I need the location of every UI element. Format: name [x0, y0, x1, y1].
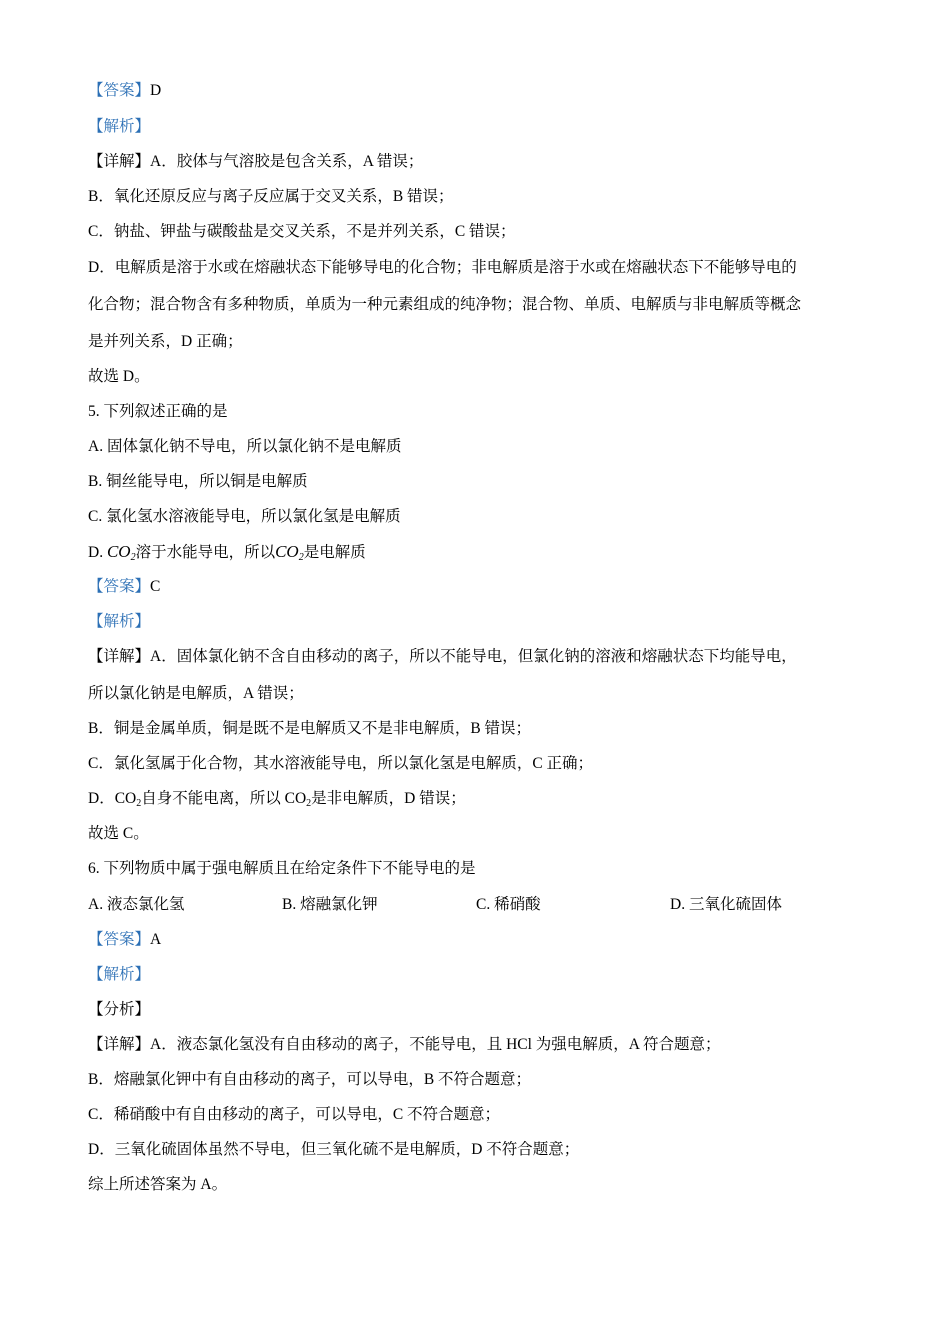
analysis-tag: 【解析】: [88, 613, 151, 630]
q6-detail-b: B．熔融氯化钾中有自由移动的离子，可以导电，B 不符合题意；: [88, 1071, 532, 1088]
q5-detail-a-1: 【详解】A．固体氯化钠不含自由移动的离子，所以不能导电，但氯化钠的溶液和熔融状态下均能导电，: [88, 648, 797, 665]
co2-formula: $CO_2$: [275, 542, 304, 563]
q5-detail-c: C．氯化氢属于化合物，其水溶液能导电，所以氯化氢是电解质，C 正确；: [88, 755, 594, 772]
q6-detail-c: C．稀硝酸中有自由移动的离子，可以导电，C 不符合题意；: [88, 1106, 501, 1123]
answer-value: D: [150, 82, 162, 99]
answer-value: C: [150, 578, 161, 595]
q6-detail-d: D．三氧化硫固体虽然不导电，但三氧化硫不是电解质，D 不符合题意；: [88, 1141, 580, 1158]
analysis-tag: 【解析】: [88, 118, 151, 135]
answer-tag: 【答案】: [88, 931, 151, 948]
q4-answer-line: [88, 81, 161, 101]
q4-detail-d-2: 化合物；混合物含有多种物质，单质为一种元素组成的纯净物；混合物、单质、电解质与非电解质等概念: [88, 296, 802, 313]
answer-tag: 【答案】: [88, 82, 151, 99]
analysis-tag: 【解析】: [88, 966, 151, 983]
q5-stem: 5. 下列叙述正确的是: [88, 403, 228, 420]
q6-option-c: C. 稀硝酸: [476, 896, 541, 913]
q5-option-b: B. 铜丝能导电，所以铜是电解质: [88, 473, 308, 490]
detail-tag: 【详解】: [88, 648, 151, 665]
q6-detail-a: 【详解】A．液态氯化氢没有自由移动的离子，不能导电，且 HCl 为强电解质，A 符合题意；: [88, 1036, 721, 1053]
analysis-sub-tag: 【分析】: [88, 1001, 151, 1018]
detail-tag: 【详解】: [88, 153, 151, 170]
q4-conclusion: 故选 D。: [88, 368, 150, 385]
answer-tag: 【答案】: [88, 578, 151, 595]
q4-detail-d-3: 是并列关系，D 正确；: [88, 333, 243, 350]
q4-detail-b: B．氧化还原反应与离子反应属于交叉关系，B 错误；: [88, 188, 454, 205]
q6-answer-line: [88, 930, 161, 950]
q5-detail-a-2: 所以氯化钠是电解质，A 错误；: [88, 685, 304, 702]
q6-option-b: B. 熔融氯化钾: [282, 896, 378, 913]
q6-option-d: D. 三氧化硫固体: [670, 896, 782, 913]
q4-detail-c: C．钠盐、钾盐与碳酸盐是交叉关系，不是并列关系，C 错误；: [88, 223, 516, 240]
q5-detail-d: D．$CO_2$自身不能电离，所以 $CO_2$是非电解质，D 错误；: [88, 790, 466, 809]
q6-conclusion: 综上所述答案为 A。: [88, 1176, 228, 1193]
q5-conclusion: 故选 C。: [88, 825, 149, 842]
answer-value: A: [150, 931, 162, 948]
q5-option-c: C. 氯化氢水溶液能导电，所以氯化氢是电解质: [88, 508, 401, 525]
q6-option-a: A. 液态氯化氢: [88, 896, 185, 913]
q5-detail-b: B．铜是金属单质，铜是既不是电解质又不是非电解质，B 错误；: [88, 720, 532, 737]
q5-option-d: D. $CO_2$溶于水能导电，所以$CO_2$是电解质: [88, 542, 366, 563]
q5-answer-line: [88, 577, 160, 597]
q4-detail-a: 【详解】A．胶体与气溶胶是包含关系，A 错误；: [88, 153, 424, 170]
detail-tag: 【详解】: [88, 1036, 151, 1053]
q5-option-a: A. 固体氯化钠不导电，所以氯化钠不是电解质: [88, 438, 402, 455]
q4-detail-d-1: D．电解质是溶于水或在熔融状态下能够导电的化合物；非电解质是溶于水或在熔融状态下不能够导电的: [88, 259, 797, 276]
q6-stem: 6. 下列物质中属于强电解质且在给定条件下不能导电的是: [88, 860, 476, 877]
co2-formula: $CO_2$: [106, 542, 136, 563]
